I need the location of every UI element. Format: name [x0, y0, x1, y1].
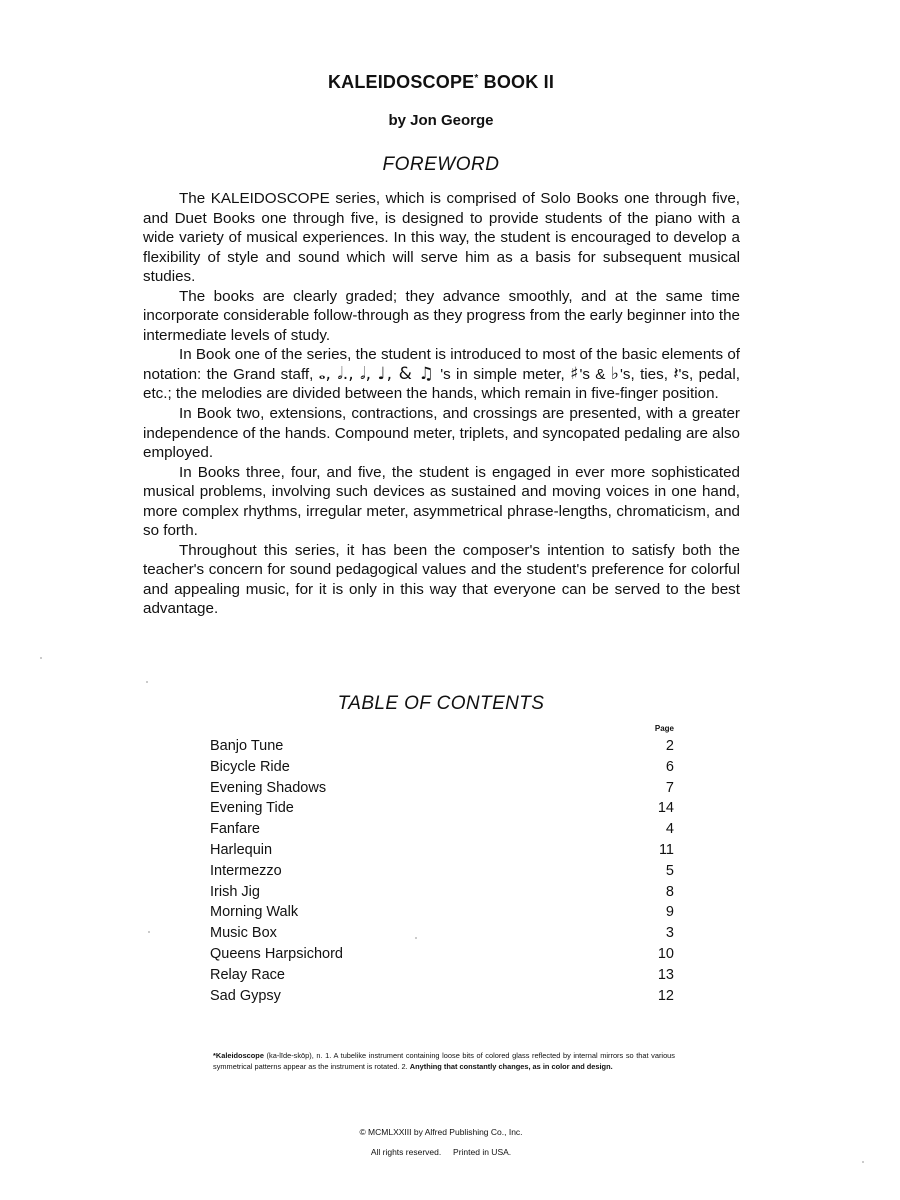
toc-row — [210, 819, 674, 840]
foreword-heading: FOREWORD — [382, 154, 500, 175]
toc-row — [210, 944, 674, 965]
scan-speck — [148, 931, 150, 933]
foreword-p3-text-c: 's & — [579, 365, 606, 383]
scan-speck — [862, 1161, 864, 1163]
author-byline: by Jon George — [388, 112, 494, 129]
toc-heading: TABLE OF CONTENTS — [337, 693, 545, 714]
toc-row — [210, 923, 674, 944]
footnote-definition: (ka-līde-skōp), n. 1. A tubelike instrument containing loose bits of colored glass reflected by internal mirrors so that various symmetrical patterns appear as the instrument is rotated. 2. — [213, 1051, 675, 1071]
footnote — [213, 1050, 675, 1072]
toc-row — [210, 736, 674, 757]
toc-row — [210, 778, 674, 799]
foreword-body — [143, 189, 740, 619]
toc-row — [210, 840, 674, 861]
printed-in: Printed in USA. — [453, 1147, 512, 1157]
rights-reserved: All rights reserved. — [370, 1147, 442, 1157]
toc-entry-title: Irish Jig — [210, 883, 260, 900]
rights-line — [0, 1142, 882, 1162]
book-title-text: KALEIDOSCOPE — [327, 72, 475, 92]
toc-entry-page: 2 — [665, 738, 674, 754]
toc-entry-title: Relay Race — [210, 966, 285, 983]
toc-entry-page: 3 — [665, 925, 674, 942]
foreword-p3-text-b: 's in simple meter, — [440, 365, 565, 383]
sharp-icon: ♯ — [570, 363, 580, 384]
scan-speck — [415, 937, 417, 939]
book-title — [0, 72, 882, 93]
toc-entry-title: Banjo Tune — [210, 738, 284, 754]
foreword-paragraph-1: The KALEIDOSCOPE series, which is comprised of Solo Books one through five, and Duet Books one through five, is designed to provide students of the piano with a wide variety of musical experiences. In this way, the student is encouraged to develop a flexibility of style and sound which will serve him as a basis for subsequent musical studies. — [143, 190, 740, 286]
toc-row — [210, 902, 674, 923]
page-column-label: Page — [654, 724, 674, 733]
flat-icon: ♭ — [610, 363, 620, 384]
title-asterisk: * — [474, 73, 479, 84]
toc-entry-title: Intermezzo — [210, 862, 282, 879]
toc-entry-title: Music Box — [210, 925, 277, 942]
toc-entry-title: Fanfare — [210, 821, 260, 838]
scan-speck — [146, 681, 148, 683]
foreword-paragraph-2: The books are clearly graded; they advance smoothly, and at the same time incorporate considerable follow-through as they progress from the early beginner into the intermediate levels of study. — [143, 287, 740, 344]
toc-row — [210, 757, 674, 778]
toc-entry-title: Harlequin — [210, 841, 273, 858]
toc-row — [210, 965, 674, 986]
toc-entry-page: 10 — [657, 945, 674, 962]
table-of-contents — [210, 722, 674, 1006]
toc-entry-page: 4 — [665, 821, 674, 838]
toc-row — [210, 861, 674, 882]
toc-row — [210, 882, 674, 903]
note-symbols-icon: 𝅝, 𝅗𝅥., 𝅗𝅥, ♩, & ♫ — [318, 363, 435, 384]
toc-entry-page: 13 — [657, 966, 674, 983]
toc-entry-page: 14 — [657, 800, 674, 817]
toc-entry-title: Sad Gypsy — [210, 987, 281, 1004]
toc-row — [210, 798, 674, 819]
copyright-block — [0, 1122, 882, 1162]
toc-entry-title: Bicycle Ride — [210, 758, 290, 775]
toc-entry-title: Queens Harpsichord — [210, 945, 343, 962]
toc-entry-title: Morning Walk — [210, 904, 299, 921]
footnote-term: *Kaleidoscope — [213, 1051, 264, 1060]
copyright-line: © MCMLXXIII by Alfred Publishing Co., Inc. — [359, 1127, 523, 1137]
book-title-suffix: BOOK II — [483, 72, 555, 92]
toc-entry-page: 8 — [665, 883, 674, 900]
foreword-paragraph-5: In Books three, four, and five, the student is engaged in ever more sophisticated musical problems, involving such devices as sustained and moving voices in one hand, more complex rhythms, irregular meter, asymmetrical phrase-lengths, chromaticism, and so forth. — [143, 463, 740, 540]
toc-entry-page: 12 — [657, 987, 674, 1004]
foreword-paragraph-6: Throughout this series, it has been the composer's intention to satisfy both the teacher's concern for sound pedagogical values and the student's preference for colorful and appealing music, for it is only in this way that everyone can be served to the best advantage. — [143, 541, 740, 618]
foreword-p3-text-a: In Book one of the series, the student is introduced to most of the basic elements of notation: the Grand staff, — [143, 346, 740, 383]
toc-list — [210, 736, 674, 1006]
toc-entry-page: 5 — [665, 862, 674, 879]
toc-entry-title: Evening Tide — [210, 800, 294, 817]
foreword-p3-text-d: 's, ties, — [620, 365, 668, 383]
scan-speck — [40, 657, 42, 659]
toc-entry-title: Evening Shadows — [210, 779, 327, 796]
toc-entry-page: 9 — [665, 904, 674, 921]
foreword-paragraph-3 — [143, 345, 740, 404]
foreword-paragraph-4: In Book two, extensions, contractions, and crossings are presented, with a greater independence of the hands. Compound meter, triplets, and syncopated pedaling are also employed. — [143, 405, 740, 462]
toc-row — [210, 986, 674, 1007]
foreword-p3-text-e: 's, pedal, etc.; the melodies are divided between the hands, which remain in five-finger position. — [143, 365, 740, 403]
toc-entry-page: 6 — [665, 758, 674, 775]
rest-icon: 𝄽 — [673, 363, 679, 384]
toc-entry-page: 11 — [658, 841, 674, 858]
footnote-definition-bold: Anything that constantly changes, as in color and design. — [409, 1062, 613, 1071]
toc-entry-page: 7 — [665, 779, 674, 796]
